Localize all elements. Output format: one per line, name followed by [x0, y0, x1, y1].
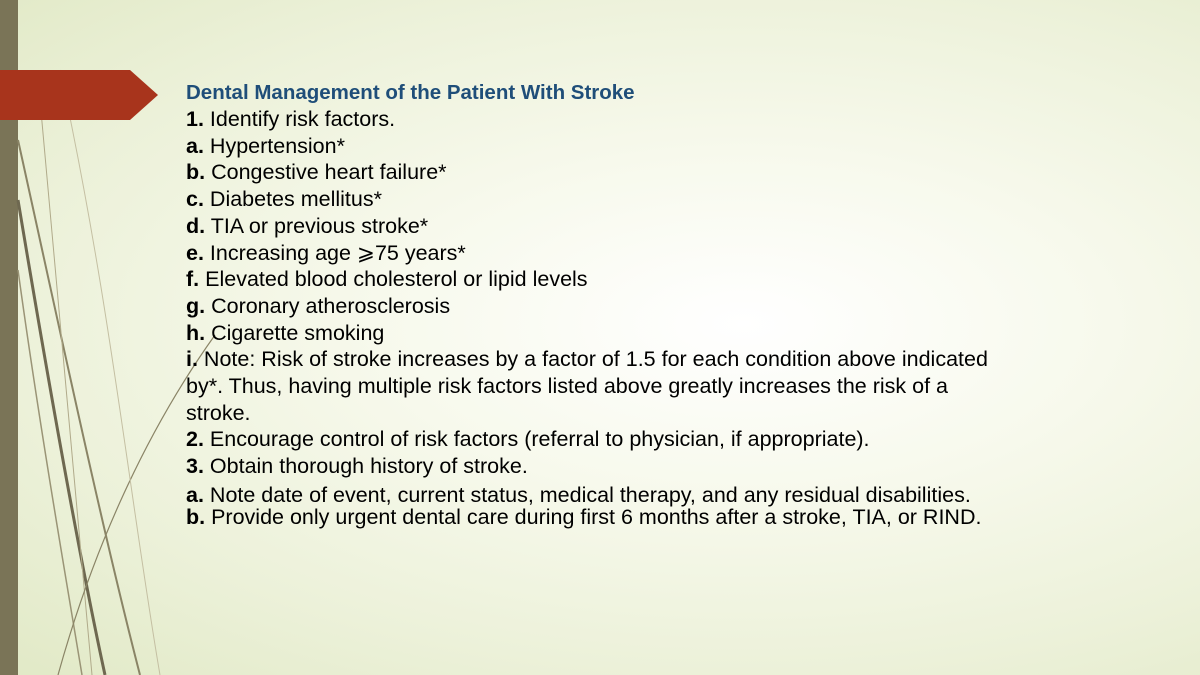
- item-text: Note date of event, current status, medical therapy, and any residual disabilities.: [203, 482, 971, 507]
- item-label: c.: [186, 187, 204, 212]
- item-text: Hypertension*: [203, 133, 345, 158]
- item-text: Coronary atherosclerosis: [205, 293, 451, 318]
- item-label: a.: [186, 482, 204, 507]
- list-item: [186, 240, 1086, 267]
- item-label: 1.: [186, 107, 204, 131]
- list-item-continuation: [186, 400, 1086, 427]
- list-item: [186, 133, 1086, 160]
- item-text: stroke.: [186, 400, 251, 425]
- item-text: Encourage control of risk factors (referral to physician, if appropriate).: [203, 427, 870, 452]
- list-item: [186, 453, 1086, 480]
- list-item: [186, 106, 1086, 133]
- item-label: b.: [186, 160, 206, 185]
- item-label: 3.: [186, 454, 204, 479]
- list-item: [186, 213, 1086, 240]
- list-item: [186, 320, 1086, 347]
- list-item: [186, 159, 1086, 186]
- list-item: [186, 506, 1086, 528]
- item-label: i.: [186, 347, 198, 372]
- item-text: Obtain thorough history of stroke.: [203, 454, 528, 479]
- item-label: b.: [186, 504, 206, 529]
- item-label: g.: [186, 293, 206, 318]
- list-item: [186, 426, 1086, 453]
- list-item-continuation: [186, 373, 1086, 400]
- list-item: [186, 266, 1086, 293]
- slide-title: Dental Management of the Patient With Stroke: [186, 81, 635, 104]
- item-text: TIA or previous stroke*: [205, 213, 429, 238]
- item-text: by*. Thus, having multiple risk factors listed above greatly increases the risk of a: [186, 374, 949, 399]
- list-item: [186, 346, 1086, 373]
- item-text: Elevated blood cholesterol or lipid levels: [199, 267, 588, 292]
- list-item: [186, 484, 1086, 506]
- item-text: Increasing age ⩾75 years*: [203, 240, 466, 265]
- item-text: Provide only urgent dental care during first 6 months after a stroke, TIA, or RIND.: [205, 504, 982, 529]
- item-text: Diabetes mellitus*: [203, 187, 382, 212]
- list-item: [186, 186, 1086, 213]
- item-label: a.: [186, 133, 204, 158]
- item-label: 2.: [186, 427, 204, 452]
- item-label: f.: [186, 267, 200, 292]
- item-label: e.: [186, 240, 204, 265]
- item-label: h.: [186, 320, 206, 345]
- item-text: Note: Risk of stroke increases by a factor of 1.5 for each condition above indicated: [197, 347, 988, 372]
- list-item: [186, 293, 1086, 320]
- item-label: d.: [186, 213, 206, 238]
- item-text: Cigarette smoking: [205, 320, 385, 345]
- arrow-accent-shape: [0, 70, 158, 120]
- slide-content: [186, 79, 1086, 528]
- item-text: Identify risk factors.: [203, 107, 396, 131]
- item-text: Congestive heart failure*: [205, 160, 447, 185]
